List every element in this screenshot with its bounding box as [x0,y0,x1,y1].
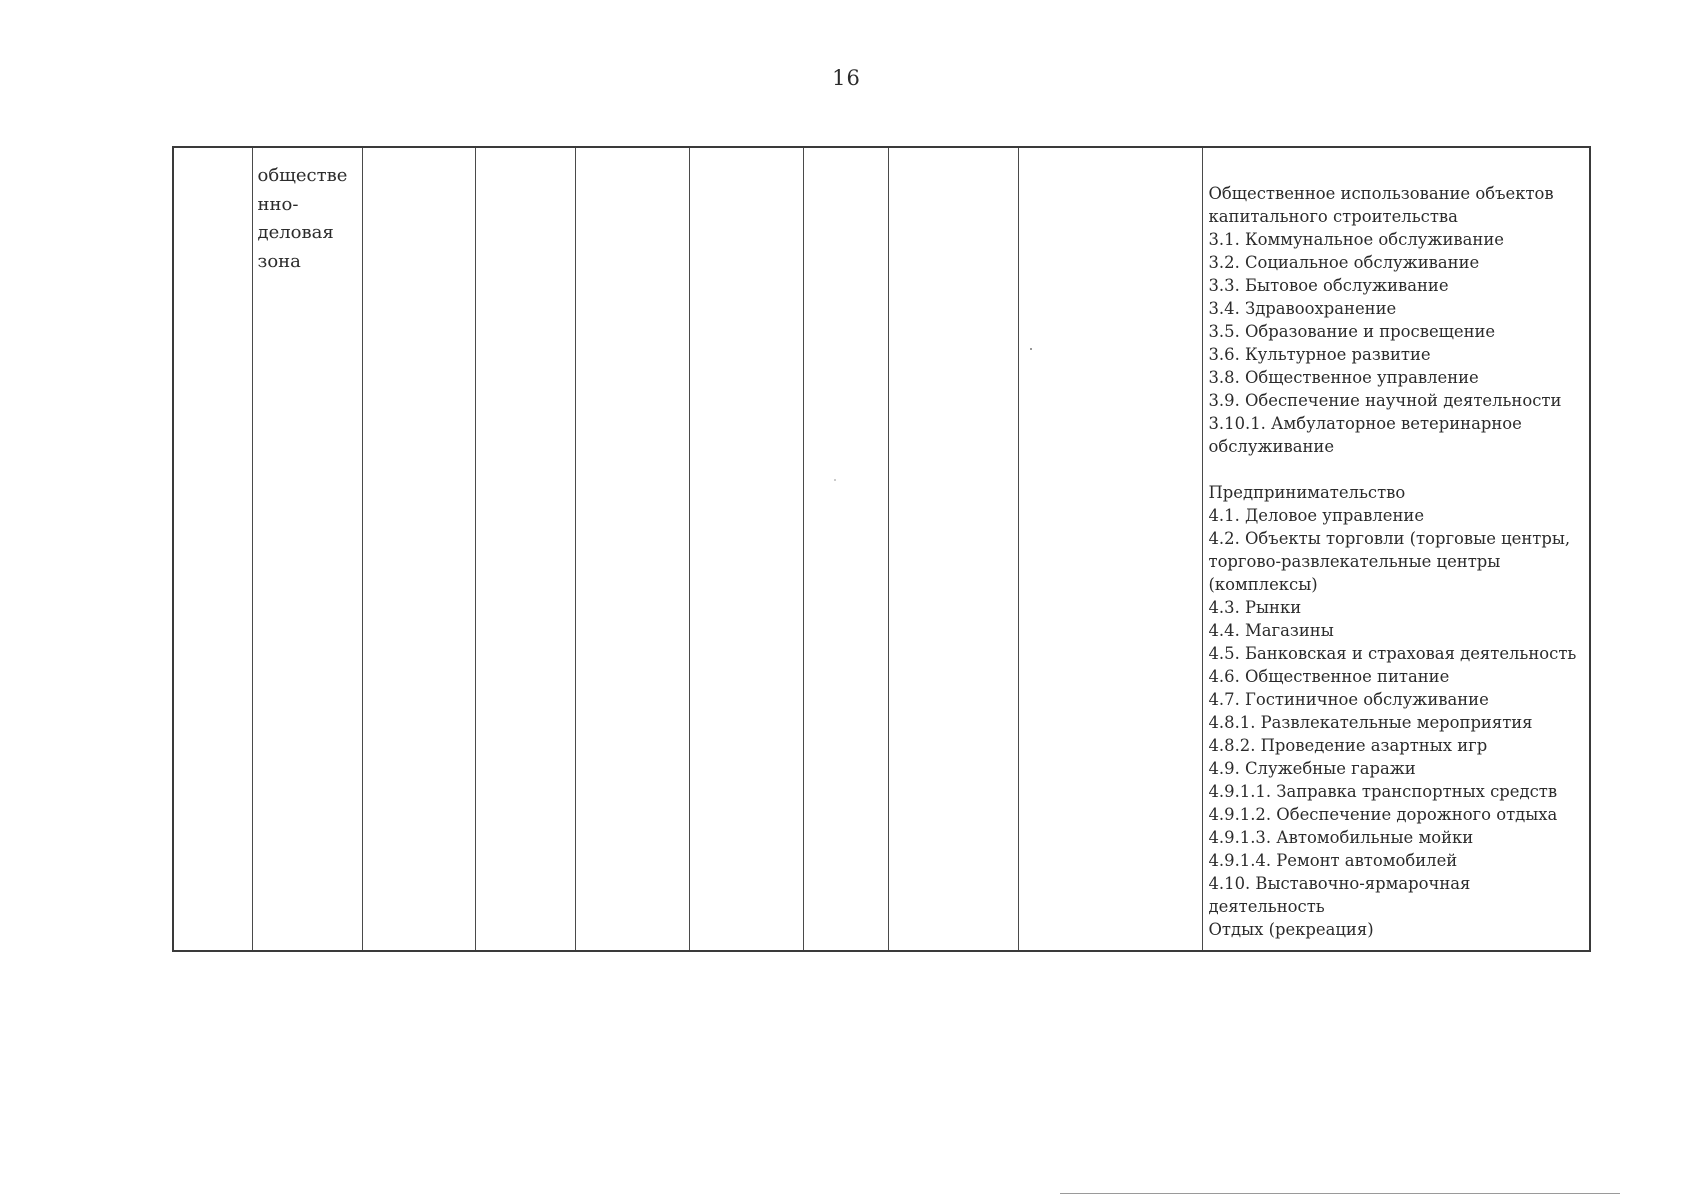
zone-name-line: обществе [257,165,348,186]
use-line: 4.2. Объекты торговли (торговые центры, [1208,529,1571,548]
empty-cell [803,147,888,951]
zone-name-cell [252,147,362,951]
use-line: 3.8. Общественное управление [1208,368,1479,387]
use-line: Предпринимательство [1208,483,1406,502]
use-line: 4.9.1.3. Автомобильные мойки [1208,828,1474,847]
empty-cell [575,147,689,951]
use-line: 4.6. Общественное питание [1208,667,1450,686]
zone-name-line: нно- [257,193,299,215]
use-line: 4.9.1.2. Обеспечение дорожного отдыха [1208,805,1558,824]
use-line: 4.3. Рынки [1208,598,1302,617]
use-line: 4.10. Выставочно-ярмарочная [1208,874,1471,893]
use-line: 3.5. Образование и просвещение [1208,322,1496,341]
zone-name-line: деловая [257,222,334,243]
use-line: 3.4. Здравоохранение [1208,299,1397,318]
use-line: 4.8.1. Развлекательные мероприятия [1208,713,1533,732]
use-line: 4.5. Банковская и страховая деятельность [1208,644,1577,663]
use-line: 3.9. Обеспечение научной деятельности [1208,391,1562,410]
use-line: 4.9. Служебные гаражи [1208,759,1416,778]
empty-cell [888,147,1018,951]
use-line: 3.6. Культурное развитие [1208,345,1431,364]
permitted-uses-cell [1202,147,1590,951]
empty-cell [1018,147,1202,951]
use-line: 3.1. Коммунальное обслуживание [1208,230,1504,249]
scan-speck [1030,348,1032,350]
empty-cell [362,147,475,951]
use-line: 4.1. Деловое управление [1208,506,1425,525]
use-line: (комплексы) [1208,575,1318,594]
use-line: 3.3. Бытовое обслуживание [1208,276,1449,295]
use-line: торгово-развлекательные центры [1208,552,1501,571]
table-row [173,147,1590,951]
use-line: 3.2. Социальное обслуживание [1208,253,1480,272]
scan-edge-line [1060,1193,1620,1194]
use-line: 4.4. Магазины [1208,621,1334,640]
use-line: Общественное использование объектов [1208,184,1554,203]
use-line: 4.8.2. Проведение азартных игр [1208,736,1488,755]
use-line: 4.9.1.1. Заправка транспортных средств [1208,782,1558,801]
use-gap [1209,458,1586,481]
scan-speck [834,479,836,481]
use-line: капитального строительства [1208,207,1458,226]
empty-cell [173,147,252,951]
page-number: 16 [832,66,861,90]
empty-cell [689,147,803,951]
use-line: 4.9.1.4. Ремонт автомобилей [1208,851,1458,870]
use-line: обслуживание [1208,437,1335,456]
use-line: 4.7. Гостиничное обслуживание [1208,690,1489,709]
empty-cell [475,147,575,951]
zone-name-line: зона [257,250,301,272]
use-line: Отдых (рекреация) [1208,920,1374,939]
zoning-table [172,146,1591,952]
use-line: 3.10.1. Амбулаторное ветеринарное [1208,414,1522,433]
use-line: деятельность [1208,897,1325,916]
